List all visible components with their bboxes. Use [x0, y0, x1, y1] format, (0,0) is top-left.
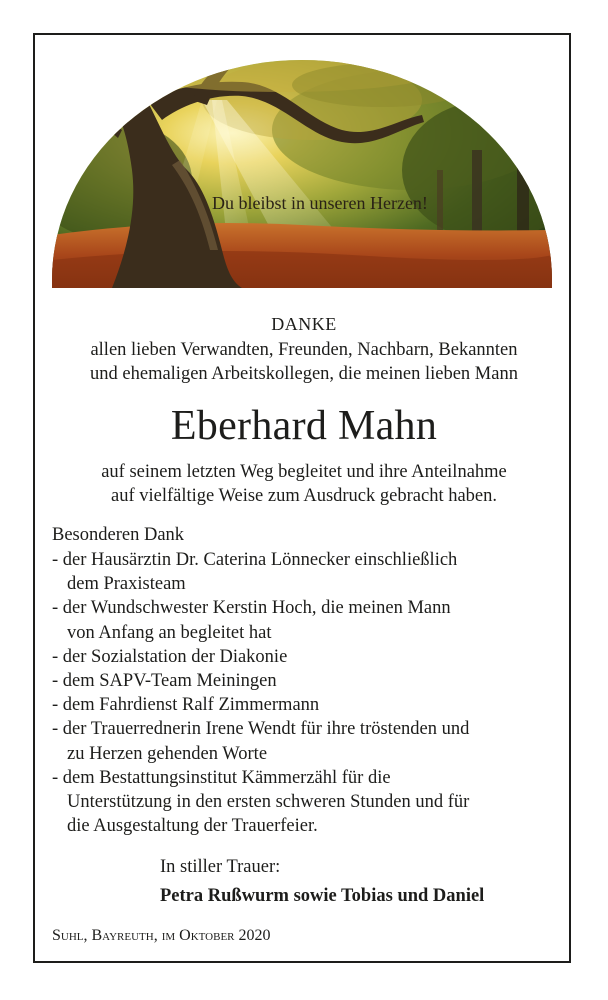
special-thanks-list [52, 548, 562, 838]
list-item-line: Unterstützung in den ersten schweren Stunden und für [67, 792, 470, 813]
list-item-line: - der Wundschwester Kerstin Hoch, die meinen Mann [52, 598, 451, 619]
list-item-line: - der Sozialstation der Diakonie [52, 646, 288, 667]
list-item [52, 645, 562, 669]
place-and-date: Suhl, Bayreuth, im Oktober 2020 [52, 927, 271, 944]
list-item [52, 548, 562, 596]
special-thanks-heading: Besonderen Dank [52, 525, 185, 545]
list-item-line: - dem Bestattungsinstitut Kämmerzähl für die [52, 767, 391, 788]
list-item [52, 766, 562, 839]
deceased-name: Eberhard Mahn [170, 403, 438, 449]
list-item-line: - dem SAPV-Team Meiningen [52, 671, 277, 692]
list-item-line: von Anfang an begleitet hat [67, 622, 272, 643]
mourning-label: In stiller Trauer: [160, 857, 281, 877]
list-item-line: dem Praxisteam [67, 574, 186, 595]
memorial-image [52, 60, 552, 288]
after-name-line-2: auf vielfältige Weise zum Ausdruck gebracht haben. [110, 486, 498, 506]
list-item [52, 693, 562, 717]
intro-line-2: allen lieben Verwandten, Freunden, Nachbarn, Bekannten [90, 340, 518, 360]
list-item-line: - der Trauerrednerin Irene Wendt für ihre tröstenden und [52, 719, 470, 740]
intro-line-3: und ehemaligen Arbeitskollegen, die meinen lieben Mann [90, 364, 518, 384]
list-item-line: - dem Fahrdienst Ralf Zimmermann [52, 695, 320, 716]
list-item-line: die Ausgestaltung der Trauerfeier. [67, 816, 318, 837]
motto-text: Du bleibst in unseren Herzen! [212, 193, 428, 213]
list-item-line: zu Herzen gehenden Worte [67, 743, 268, 764]
autumn-tree-picture [52, 60, 552, 288]
thanks-heading: DANKE [271, 314, 337, 334]
list-item [52, 596, 562, 644]
list-item-line: - der Hausärztin Dr. Caterina Lönnecker einschließlich [52, 550, 458, 570]
list-item [52, 717, 562, 765]
after-name-line-1: auf seinem letzten Weg begleitet und ihre Anteilnahme [101, 462, 507, 482]
mourner-names: Petra Rußwurm sowie Tobias und Daniel [160, 886, 485, 906]
list-item [52, 669, 562, 693]
